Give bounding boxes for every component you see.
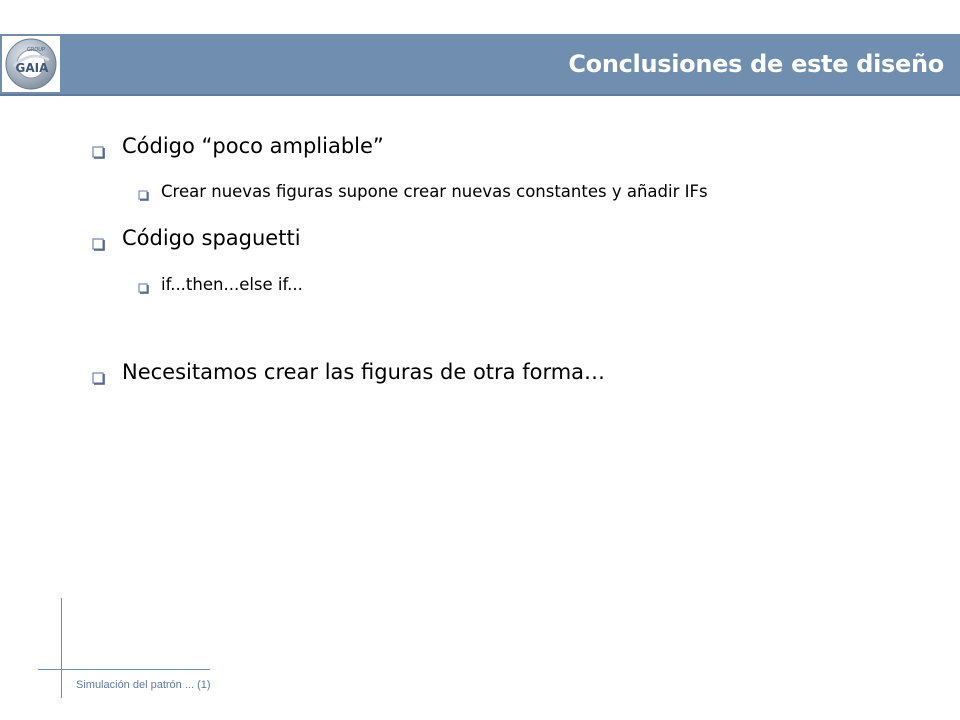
checkbox-bullet-icon: [92, 140, 105, 153]
bullet-text: if...then...else if...: [161, 275, 303, 294]
bullet-item-1: [92, 134, 384, 158]
bullet-item-5: [92, 360, 605, 384]
header-divider: [0, 94, 960, 96]
checkbox-bullet-icon: [138, 279, 149, 290]
bullet-text: Crear nuevas figuras supone crear nuevas constantes y añadir IFs: [161, 182, 708, 201]
checkbox-bullet-icon: [138, 186, 149, 197]
bullet-text: Necesitamos crear las figuras de otra forma…: [122, 360, 606, 384]
bullet-text: Código “poco ampliable”: [122, 134, 384, 158]
logo-arc-text: GROUP: [27, 47, 45, 53]
gaia-group-logo-icon: [2, 36, 60, 92]
logo-graphic: [2, 36, 60, 92]
slide-title: Conclusiones de este diseño: [568, 50, 944, 78]
bullet-item-4: [138, 275, 303, 294]
bullet-text: Código spaguetti: [122, 226, 301, 250]
footer-vertical-rule: [61, 598, 62, 698]
footer-caption: Simulación del patrón ... (1): [76, 679, 211, 691]
footer-horizontal-rule: [38, 669, 210, 670]
logo-text: GAIA: [15, 61, 49, 75]
checkbox-bullet-icon: [92, 232, 105, 245]
checkbox-bullet-icon: [92, 366, 105, 379]
bullet-item-2: [138, 182, 708, 201]
bullet-item-3: [92, 226, 301, 250]
